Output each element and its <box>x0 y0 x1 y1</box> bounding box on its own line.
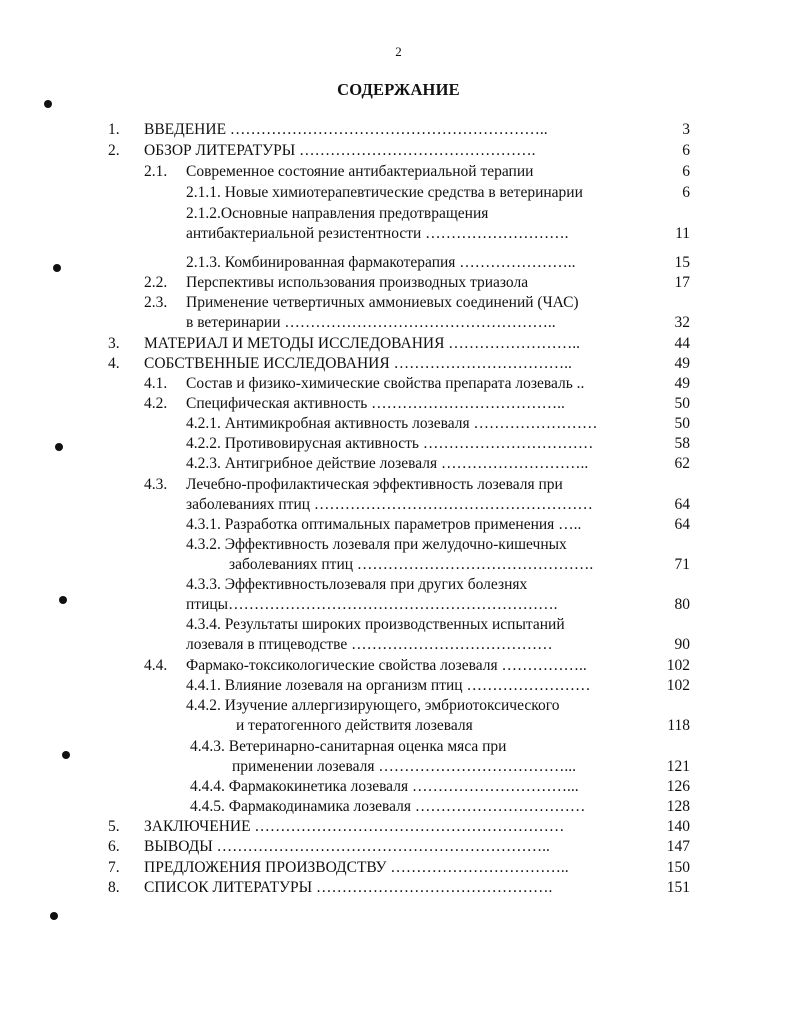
toc-entry-page: 32 <box>674 314 690 331</box>
toc-entry-page: 49 <box>674 355 690 372</box>
toc-entry-title: 4.2.3. Антигрибное действие лозеваля ……………………….. <box>186 455 589 472</box>
toc-entry-page: 44 <box>674 335 690 352</box>
toc-entry-title: Применение четвертичных аммониевых соединений (ЧАС) <box>186 294 579 311</box>
toc-entry-title: 2.1.1. Новые химиотерапевтические средства в ветеринарии <box>186 184 583 201</box>
binding-hole-mark <box>44 100 52 108</box>
toc-entry-page: 11 <box>675 225 690 242</box>
toc-entry-title: заболеваниях птиц ………………………………………. <box>229 556 594 573</box>
toc-entry-title: птицы………………………………………………………. <box>186 596 558 613</box>
binding-hole-mark <box>50 912 58 920</box>
toc-entry-number: 7. <box>108 859 120 876</box>
toc-entry-title: ПРЕДЛОЖЕНИЯ ПРОИЗВОДСТВУ …………………………….. <box>144 859 569 876</box>
toc-entry-title: 4.2.2. Противовирусная активность …………………………… <box>186 435 594 452</box>
binding-hole-mark <box>55 443 63 451</box>
toc-entry-page: 80 <box>674 596 690 613</box>
toc-entry-title: 2.1.3. Комбинированная фармакотерапия ………………….. <box>186 254 576 271</box>
toc-entry-page: 126 <box>666 778 690 795</box>
toc-entry-page: 121 <box>666 758 690 775</box>
toc-entry-title: 4.4.4. Фармакокинетика лозеваля …………………………... <box>190 778 579 795</box>
toc-entry-title: Перспективы использования производных триазола <box>186 274 529 291</box>
toc-entry-page: 64 <box>674 516 690 533</box>
toc-entry-page: 150 <box>666 859 690 876</box>
page-title: СОДЕРЖАНИЕ <box>337 80 460 99</box>
toc-entry-page: 50 <box>674 415 690 432</box>
binding-hole-mark <box>62 751 70 759</box>
toc-entry-page: 118 <box>667 717 690 734</box>
toc-entry-page: 90 <box>674 636 690 653</box>
toc-entry-number: 2.1. <box>144 163 168 180</box>
toc-entry-title: ОБЗОР ЛИТЕРАТУРЫ ………………………………………. <box>144 142 536 159</box>
toc-entry-title: и тератогенного действитя лозеваля <box>236 717 473 734</box>
toc-entry-page: 3 <box>682 121 690 138</box>
toc-entry-number: 4.4. <box>144 657 168 674</box>
toc-entry-number: 4.3. <box>144 476 168 493</box>
toc-entry-title: 4.4.5. Фармакодинамика лозеваля …………………………… <box>190 798 586 815</box>
toc-entry-number: 2.2. <box>144 274 168 291</box>
toc-entry-page: 58 <box>674 435 690 452</box>
toc-entry-title: СОБСТВЕННЫЕ ИССЛЕДОВАНИЯ …………………………….. <box>144 355 572 372</box>
toc-entry-title: в ветеринарии …………………………………………….. <box>186 314 556 331</box>
toc-entry-number: 3. <box>108 335 120 352</box>
toc-entry-number: 2.3. <box>144 294 168 311</box>
toc-entry-number: 4.1. <box>144 375 168 392</box>
toc-entry-title: антибактериальной резистентности ………………………. <box>186 225 569 242</box>
toc-entry-title: ЗАКЛЮЧЕНИЕ …………………………………………………… <box>144 818 565 835</box>
toc-entry-number: 8. <box>108 879 120 896</box>
toc-entry-page: 6 <box>682 163 690 180</box>
binding-hole-mark <box>53 264 61 272</box>
toc-entry-title: Состав и физико-химические свойства препарата лозеваль .. <box>186 375 585 392</box>
toc-entry-page: 151 <box>666 879 690 896</box>
toc-entry-page: 49 <box>674 375 690 392</box>
toc-entry-title: Лечебно-профилактическая эффективность лозеваля при <box>186 476 563 493</box>
toc-entry-title: 4.4.2. Изучение аллергизирующего, эмбриотоксического <box>186 697 560 714</box>
binding-hole-mark <box>59 596 67 604</box>
toc-entry-title: 4.3.3. Эффективностьлозеваля при других болезнях <box>186 576 528 593</box>
toc-entry-title: МАТЕРИАЛ И МЕТОДЫ ИССЛЕДОВАНИЯ …………………….. <box>144 335 581 352</box>
toc-entry-page: 17 <box>674 274 690 291</box>
toc-entry-title: 4.2.1. Антимикробная активность лозеваля …………………… <box>186 415 598 432</box>
toc-entry-title: 4.4.3. Ветеринарно-санитарная оценка мяса при <box>190 738 507 755</box>
toc-entry-page: 6 <box>682 184 690 201</box>
toc-entry-number: 5. <box>108 818 120 835</box>
toc-entry-number: 2. <box>108 142 120 159</box>
toc-entry-title: Специфическая активность ……………………………….. <box>186 395 565 412</box>
toc-entry-page: 50 <box>674 395 690 412</box>
toc-entry-page: 6 <box>682 142 690 159</box>
toc-entry-number: 1. <box>108 121 120 138</box>
toc-entry-number: 6. <box>108 838 120 855</box>
toc-entry-title: лозеваля в птицеводстве ………………………………… <box>186 636 553 653</box>
toc-entry-title: ВВЕДЕНИЕ …………………………………………………….. <box>144 121 548 138</box>
toc-entry-page: 102 <box>666 677 690 694</box>
toc-entry-number: 4.2. <box>144 395 168 412</box>
toc-entry-title: Фармако-токсикологические свойства лозеваля …………….. <box>186 657 587 674</box>
toc-entry-title: 4.3.2. Эффективность лозеваля при желудочно-кишечных <box>186 536 567 553</box>
toc-entry-title: применении лозеваля ………………………………... <box>232 758 576 775</box>
toc-entry-title: СПИСОК ЛИТЕРАТУРЫ ………………………………………. <box>144 879 553 896</box>
toc-entry-page: 102 <box>666 657 690 674</box>
toc-entry-title: Современное состояние антибактериальной терапии <box>186 163 534 180</box>
toc-entry-title: 4.3.1. Разработка оптимальных параметров применения ….. <box>186 516 582 533</box>
toc-entry-page: 147 <box>666 838 690 855</box>
toc-entry-page: 62 <box>674 455 690 472</box>
toc-entry-title: заболеваниях птиц ……………………………………………… <box>186 496 593 513</box>
toc-entry-page: 140 <box>666 818 690 835</box>
toc-entry-page: 64 <box>674 496 690 513</box>
toc-entry-title: 4.3.4. Результаты широких производственных испытаний <box>186 616 565 633</box>
toc-entry-number: 4. <box>108 355 120 372</box>
page-number: 2 <box>395 44 402 59</box>
toc-entry-page: 128 <box>666 798 690 815</box>
toc-entry-title: 4.4.1. Влияние лозеваля на организм птиц …………………… <box>186 677 591 694</box>
toc-entry-page: 15 <box>674 254 690 271</box>
toc-entry-title: ВЫВОДЫ ……………………………………………………….. <box>144 838 550 855</box>
toc-entry-page: 71 <box>674 556 690 573</box>
toc-entry-title: 2.1.2.Основные направления предотвращения <box>186 205 489 222</box>
